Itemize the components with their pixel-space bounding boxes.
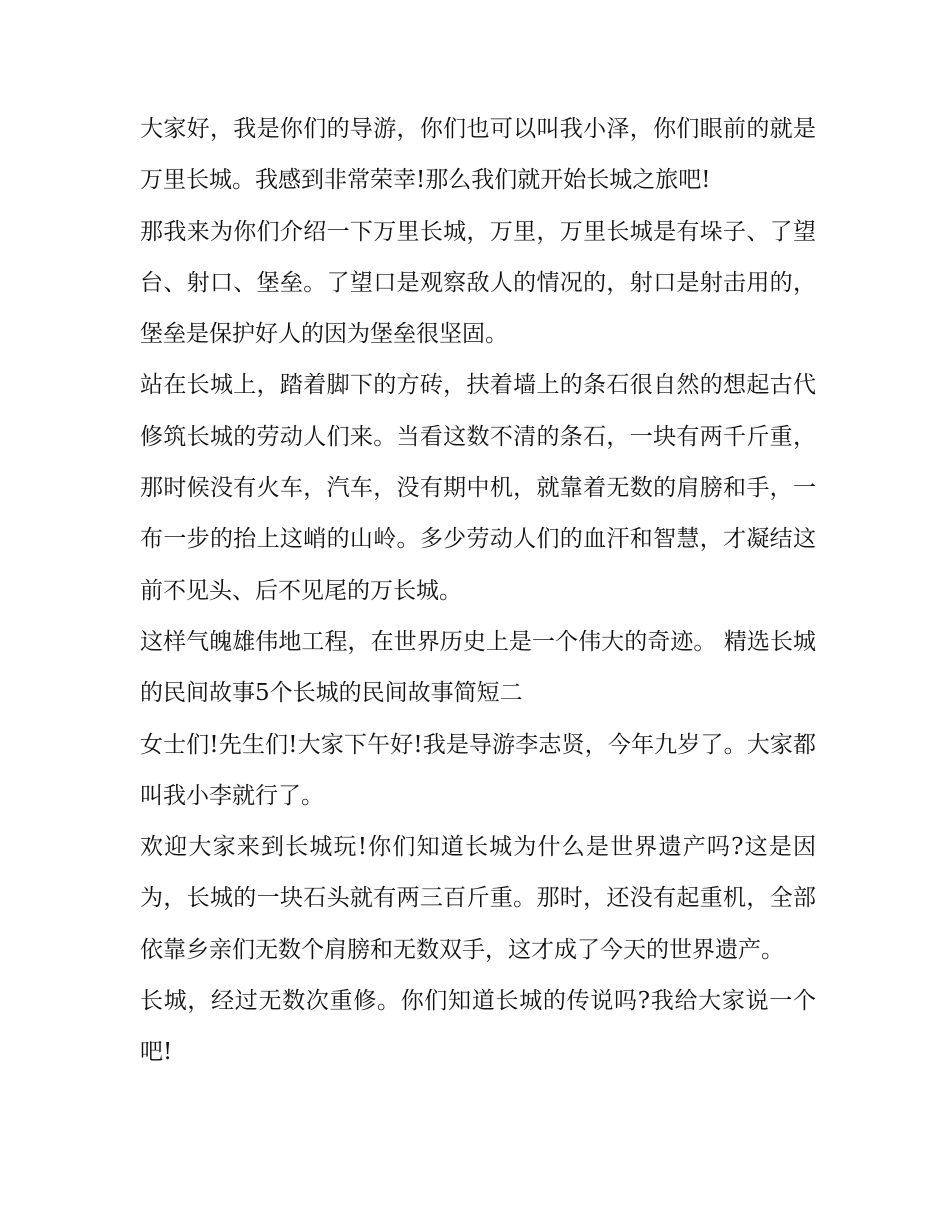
paragraph-world-heritage: 欢迎大家来到长城玩!你们知道长城为什么是世界遗产吗?这是因为，长城的一块石头就有两三百斤重。那时，还没有起重机，全部依靠乡亲们无数个肩膀和无数双手，这才成了今天的世界遗产。 (140, 834, 816, 963)
paragraph-legend: 长城，经过无数次重修。你们知道长城的传说吗?我给大家说一个吧! (140, 988, 816, 1066)
paragraph-wonder: 这样气魄雄伟地工程，在世界历史上是一个伟大的奇迹。 精选长城的民间故事5个长城的民间故事简短二 (140, 628, 816, 707)
document-body (140, 104, 816, 1079)
paragraph-wall-features: 那我来为你们介绍一下万里长城，万里，万里长城是有垛子、了望台、射口、堡垒。了望口是观察敌人的情况的，射口是射击用的，堡垒是保护好人的因为堡垒很坚固。 (140, 218, 816, 348)
paragraph-greeting: 大家好，我是你们的导游，你们也可以叫我小泽，你们眼前的就是万里长城。我感到非常荣幸!那么我们就开始长城之旅吧! (140, 116, 816, 194)
paragraph-laborers: 站在长城上，踏着脚下的方砖，扶着墙上的条石很自然的想起古代修筑长城的劳动人们来。当看这数不清的条石，一块有两千斤重，那时候没有火车，汽车，没有期中机，就靠着无数的肩膀和手，一布一步的抬上这峭的山岭。多少劳动人们的血汗和智慧，才凝结这前不见头、后不见尾的万长城。 (140, 372, 816, 604)
paragraph-guide-intro: 女士们!先生们!大家下午好!我是导游李志贤，今年九岁了。大家都叫我小李就行了。 (140, 731, 816, 809)
